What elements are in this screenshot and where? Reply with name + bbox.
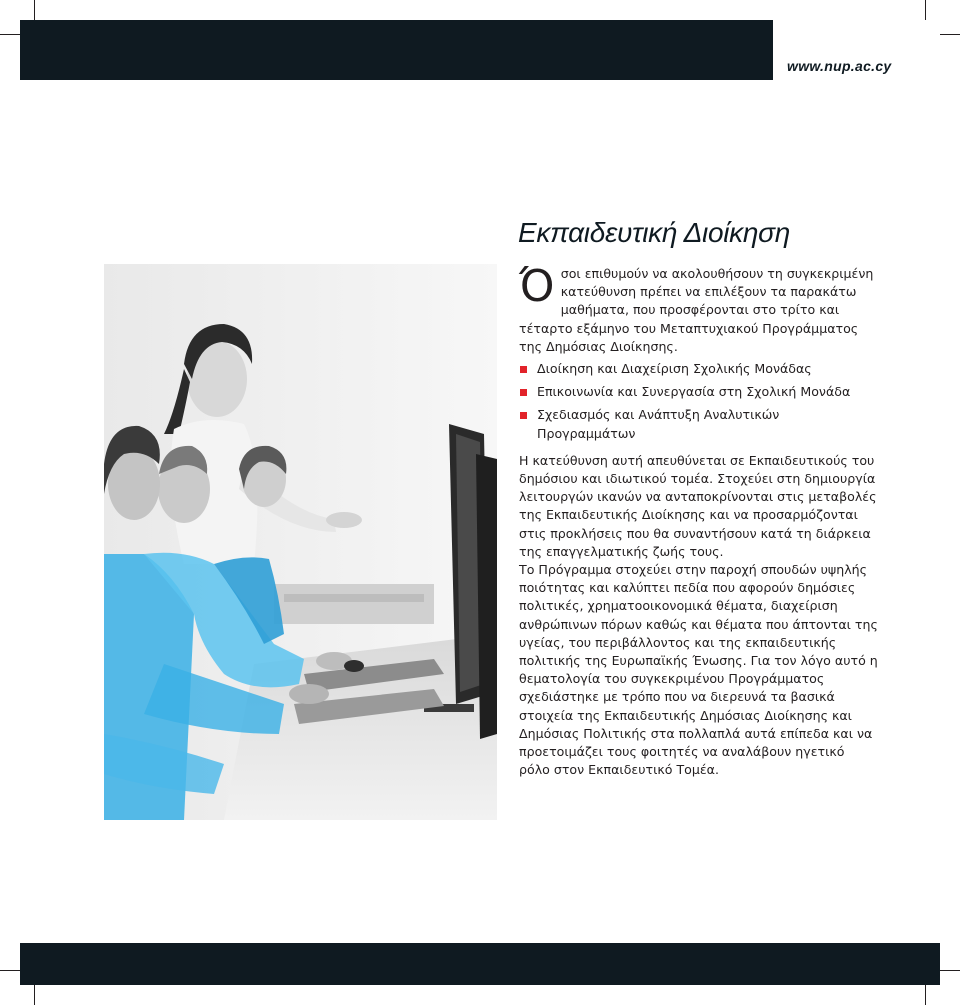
list-item [519,383,879,401]
crop-mark [0,970,20,971]
bullet-square-icon [520,366,527,373]
bullet-square-icon [520,412,527,419]
crop-mark [925,0,926,20]
crop-mark [925,985,926,1005]
crop-mark [34,985,35,1005]
crop-mark [940,34,960,35]
crop-mark [34,0,35,20]
intro-paragraph [519,261,879,356]
website-link[interactable]: www.nup.ac.cy [787,58,892,74]
crop-mark [940,970,960,971]
classroom-photo [104,264,497,820]
course-label: Επικοινωνία και Συνεργασία στη Σχολική Μονάδα [537,384,851,400]
audience-paragraph: Η κατεύθυνση αυτή απευθύνεται σε Εκπαιδευτικούς του δημόσιου και ιδιωτικού τομέα. Στοχεύει στη δημιουργία λειτουργών ικανών να ανταποκρίνονται στις μεταβολές της Εκπαιδευτικής Διοίκησης και να προσαρμόζονται στις προκλήσεις που θα συναντήσουν κατά τη διάρκεια της επαγγελματικής ζωής τους. [519,452,877,559]
course-label: Σχεδιασμός και Ανάπτυξη Αναλυτικών Προγραμμάτων [537,407,780,441]
course-label: Διοίκηση και Διαχείριση Σχολικής Μονάδας [537,361,812,377]
program-paragraph: Το Πρόγραμμα στοχεύει στην παροχή σπουδών υψηλής ποιότητας και καλύπτει πεδία που αφορούν δημόσιες πολιτικές, χρηματοοικονομικά θέματα, διαχείριση ανθρώπινων πόρων καθώς και θέματα που άπτονται της υγείας, του περιβάλλοντος και της εκπαιδευτικής πολιτικής της Ευρωπαϊκής Ένωσης. Για τον λόγο αυτό η θεματολογία του συγκεκριμένου Προγράμματος σχεδιάστηκε με τρόπο που να διερευνά τα βασικά στοιχεία της Εκπαιδευτικής Δημόσιας Διοίκησης και Δημόσιας Πολιτικής στα πολλαπλά αυτά επίπεδα και να προετοιμάζει τους φοιτητές να αναλάβουν ηγετικό ρόλο στον Εκπαιδευτικό Τομέα. [519,562,878,778]
classroom-illustration [104,264,497,820]
intro-text: σοι επιθυμούν να ακολουθήσουν τη συγκεκριμένη κατεύθυνση πρέπει να επιλέξουν τα παρακάτω μαθήματα, που προσφέρονται στο τρίτο και τέταρτο εξάμηνο του Μεταπτυχιακού Προγράμματος της Δημόσιας Διοίκησης. [519,266,874,354]
header-bar [20,20,773,80]
footer-bar [20,943,940,985]
bullet-square-icon [520,389,527,396]
course-list [519,360,879,443]
crop-mark [0,34,20,35]
list-item [519,406,879,442]
body-text [519,261,879,779]
page-title: Εκπαιδευτική Διοίκηση [518,217,790,248]
list-item [519,360,879,378]
drop-cap: Ό [519,261,555,312]
